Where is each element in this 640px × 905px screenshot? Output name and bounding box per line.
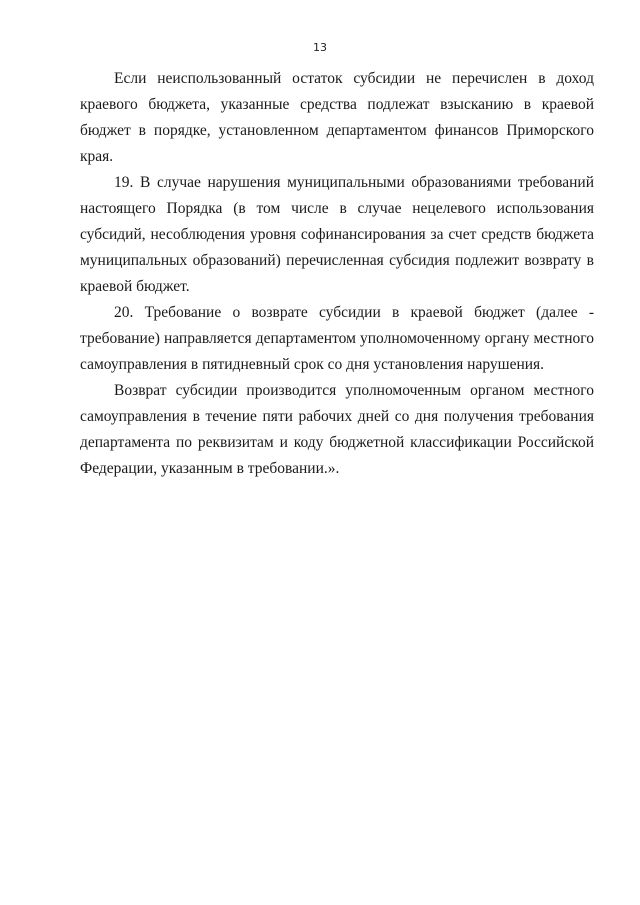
paragraph-unused-subsidy-balance: Если неиспользованный остаток субсидии не перечислен в доход краевого бюджета, указанные средства подлежат взысканию в краевой бюджет в порядке, установленном департаментом финансов Приморского края. <box>80 70 594 165</box>
paragraph-20-return-requirement: 20. Требование о возврате субсидии в краевой бюджет (далее - требование) направляется департаментом уполномоченному органу местного самоуправления в пятидневный срок со дня установления нарушения. <box>80 304 594 373</box>
paragraph-19-violation-return: 19. В случае нарушения муниципальными образованиями требований настоящего Порядка (в том числе в случае нецелевого использования субсидий, несоблюдения уровня софинансирования за счет средств бюджета муниципальных образований) перечисленная субсидия подлежит возврату в краевой бюджет. <box>80 174 594 295</box>
paragraph-return-procedure: Возврат субсидии производится уполномоченным органом местного самоуправления в течение пяти рабочих дней со дня получения требования департамента по реквизитам и коду бюджетной классификации Российской Федерации, указанным в требовании.». <box>80 382 594 477</box>
page-number: 13 <box>313 41 327 54</box>
document-body <box>80 66 594 482</box>
